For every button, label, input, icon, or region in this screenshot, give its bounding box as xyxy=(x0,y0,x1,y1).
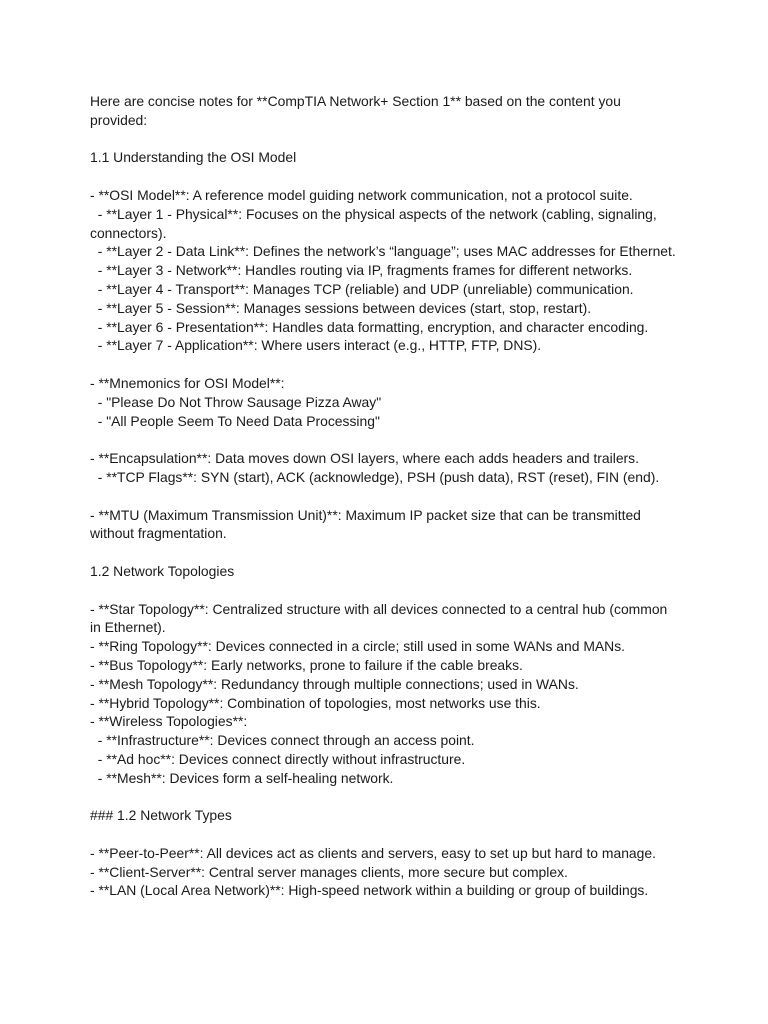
text-line: - **Layer 7 - Application**: Where users interact (e.g., HTTP, FTP, DNS). xyxy=(90,337,542,354)
text-line: - **Ring Topology**: Devices connected in a circle; still used in some WANs and MANs. xyxy=(90,638,626,655)
text-line: ### 1.2 Network Types xyxy=(90,807,232,824)
text-line: - **Mnemonics for OSI Model**: xyxy=(90,374,285,391)
text-line: - **Layer 6 - Presentation**: Handles data formatting, encryption, and character encoding. xyxy=(90,318,649,335)
text-line: - **Encapsulation**: Data moves down OSI layers, where each adds headers and trailers. xyxy=(90,450,639,467)
text-line: 1.1 Understanding the OSI Model xyxy=(90,149,297,166)
text-line: - **LAN (Local Area Network)**: High-speed network within a building or group of buildings. xyxy=(90,882,649,899)
text-line: without fragmentation. xyxy=(90,525,227,542)
text-line: - **Infrastructure**: Devices connect through an access point. xyxy=(90,732,475,749)
text-line: 1.2 Network Topologies xyxy=(90,562,235,579)
text-line: - "Please Do Not Throw Sausage Pizza Away" xyxy=(90,393,382,410)
text-line: - **Wireless Topologies**: xyxy=(90,713,248,730)
text-line: in Ethernet). xyxy=(90,619,166,636)
text-line: - **Peer-to-Peer**: All devices act as clients and servers, easy to set up but hard to manage. xyxy=(90,844,656,861)
text-line: provided: xyxy=(90,111,148,128)
text-line: - **Bus Topology**: Early networks, prone to failure if the cable breaks. xyxy=(90,656,523,673)
blank-line xyxy=(90,543,690,562)
text-line: - **Layer 3 - Network**: Handles routing via IP, fragments frames for different networks. xyxy=(90,262,633,279)
blank-line xyxy=(90,430,690,449)
blank-line xyxy=(90,581,690,600)
text-line: - **Layer 4 - Transport**: Manages TCP (reliable) and UDP (unreliable) communication. xyxy=(90,280,634,297)
text-line: - **Layer 5 - Session**: Manages sessions between devices (start, stop, restart). xyxy=(90,299,592,316)
text-line: - **MTU (Maximum Transmission Unit)**: Maximum IP packet size that can be transmitted xyxy=(90,506,641,523)
text-line: - **Mesh**: Devices form a self-healing network. xyxy=(90,769,394,786)
text-line: Here are concise notes for **CompTIA Network+ Section 1** based on the content you xyxy=(90,93,621,109)
blank-line xyxy=(90,130,690,149)
text-line: connectors). xyxy=(90,224,167,241)
blank-line xyxy=(90,167,690,186)
text-line: - **Layer 2 - Data Link**: Defines the network’s “language”; uses MAC addresses for Ethernet. xyxy=(90,243,676,260)
blank-line xyxy=(90,355,690,374)
text-line: - **TCP Flags**: SYN (start), ACK (acknowledge), PSH (push data), RST (reset), FIN (end). xyxy=(90,468,660,485)
text-line: - **Hybrid Topology**: Combination of topologies, most networks use this. xyxy=(90,694,541,711)
blank-line xyxy=(90,487,690,506)
notes-body xyxy=(90,92,690,900)
text-line: - **Ad hoc**: Devices connect directly without infrastructure. xyxy=(90,750,466,767)
text-line: - **Star Topology**: Centralized structure with all devices connected to a central hub (common xyxy=(90,600,668,617)
blank-line xyxy=(90,787,690,806)
blank-line xyxy=(90,825,690,844)
text-line: - "All People Seem To Need Data Processing" xyxy=(90,412,380,429)
text-line: - **Layer 1 - Physical**: Focuses on the physical aspects of the network (cabling, signaling, xyxy=(90,205,657,222)
text-line: - **OSI Model**: A reference model guiding network communication, not a protocol suite. xyxy=(90,186,633,203)
text-line: - **Client-Server**: Central server manages clients, more secure but complex. xyxy=(90,863,568,880)
text-line: - **Mesh Topology**: Redundancy through multiple connections; used in WANs. xyxy=(90,675,579,692)
